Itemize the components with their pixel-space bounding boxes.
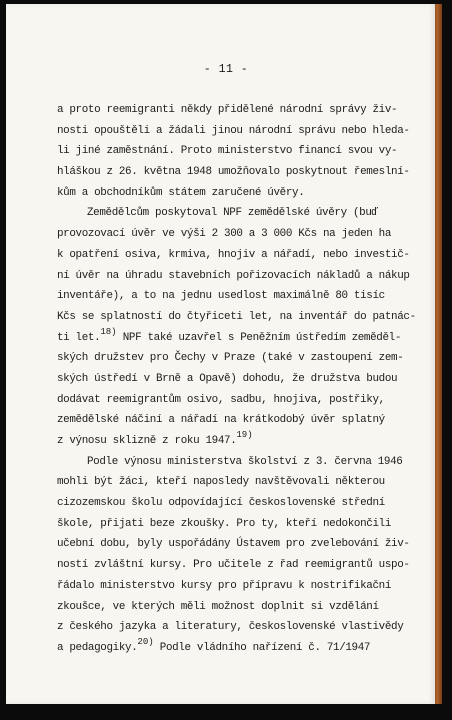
text-line [57,493,439,514]
page-sheet [6,4,435,704]
text-line [57,183,439,204]
body-text [57,100,439,659]
text-line [57,348,439,369]
text-line-continuation: NPF také uzavřel s Peněžním ústředím zeměděl- [116,331,402,344]
text-line [57,431,439,452]
text-line-content: provozovací úvěr ve výši 2 300 a 3 000 Kčs na jeden ha [57,228,392,241]
text-line [57,141,439,162]
text-line [57,617,439,638]
text-line-content: hláškou z 26. května 1948 umožňovalo poskytnout řemeslní- [57,166,410,179]
text-line-content: řádalo ministerstvo kursy pro přípravu k nostrifikační [57,579,392,592]
text-line [57,100,439,121]
footnote-reference: 18) [100,326,117,337]
text-line [57,328,439,349]
text-line-content: cizozemskou školu odpovídající československé střední [57,497,385,510]
text-line-content: z českého jazyka a literatury, československé vlastivědy [57,621,404,634]
text-line [57,245,439,266]
text-line [57,576,439,597]
text-line [57,597,439,618]
text-line-content: Kčs se splatností do čtyřiceti let, na inventář do patnác- [57,310,416,323]
text-line [57,121,439,142]
text-line-content: k opatření osiva, krmiva, hnojiv a nářadí, nebo investič- [57,248,410,261]
text-line [57,286,439,307]
text-line [57,472,439,493]
text-line [57,266,439,287]
text-line [57,224,439,245]
text-line [57,452,439,473]
page-number: - 11 - [203,63,249,76]
footnote-reference: 19) [236,430,253,440]
text-line [57,369,439,390]
text-line-content: ských ústředí v Brně a Opavě) dohodu, že družstva budou [57,372,398,385]
text-line-content: z výnosu sklizně z roku 1947. [57,435,237,447]
text-line [57,307,439,328]
text-line [57,534,439,555]
text-line-content: a pedagogiky. [57,641,138,654]
text-line-content: li jiné zaměstnání. Proto ministerstvo financí svou vy- [57,145,398,158]
text-line-content: učební dobu, byly uspořádány Ústavem pro zvelebování živ- [57,538,410,551]
text-line-content: zkoušce, ve kterých měli možnost doplnit si vzdělání [57,600,379,613]
text-line-continuation: Podle vládního nařízení č. 71/1947 [153,641,371,654]
text-line [57,638,439,659]
text-line-content: nosti opouštěli a žádali jinou národní správu nebo hleda- [57,124,410,137]
text-line-content: ností zvláštní kursy. Pro učitele z řad reemigrantů uspo- [57,559,410,572]
text-line [57,514,439,535]
text-line-content: Zemědělcům poskytoval NPF zemědělské úvěry (buď [87,207,378,220]
text-line [57,203,439,224]
text-line [57,555,439,576]
text-line-content: škole, přijati beze zkoušky. Pro ty, kteří nedokončili [57,517,392,530]
text-line-content: a proto reemigranti někdy přidělené národní správy živ- [57,104,398,116]
text-line-content: inventáře), a to na jednu usedlost maximálně 80 tisíc [57,290,385,303]
text-line-content: ských družstev pro Čechy v Praze (také v zastoupení zem- [57,352,404,365]
text-line-content: Podle výnosu ministerstva školství z 3. června 1946 [87,455,403,468]
text-line-content: ní úvěr na úhradu stavebních pořizovacích nákladů a nákup [57,269,410,282]
text-line [57,390,439,411]
text-line-content: zemědělské náčiní a nářadí na krátkodobý úvěr splatný [57,414,385,427]
text-line-content: mohli být žáci, kteří naposledy navštěvovali některou [57,476,385,489]
text-line-content: ti let. [57,331,101,344]
footnote-reference: 20) [137,636,154,647]
text-line [57,410,439,431]
text-line-content: dodávat reemigrantům osivo, sadbu, hnojiva, postřiky, [57,393,385,406]
text-line-content: kům a obchodníkům státem zaručené úvěry. [57,186,305,199]
text-line [57,162,439,183]
